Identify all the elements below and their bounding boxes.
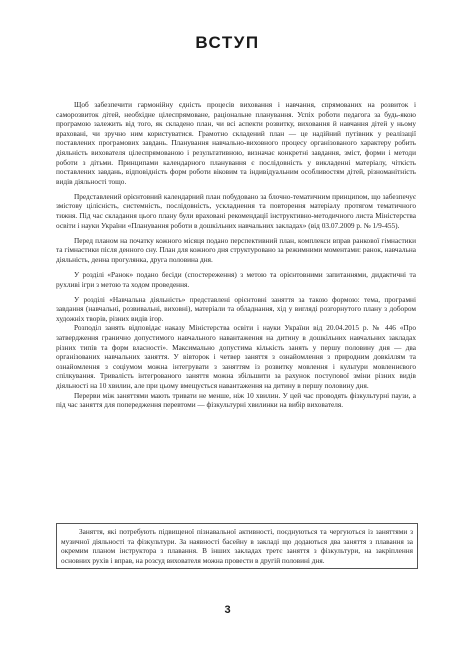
paragraph-learning-section: У розділі «Навчальна діяльність» представлені орієнтовні заняття за такою формою: тема, програмні завдання (навчальні, розвивальні, виховні), матеріали та обладнання, хід у вигляді розгорнутого плану з добором художніх творів, різних видів ігор. — [56, 294, 416, 323]
paragraph-month-plan: Перед планом на початку кожного місяця подано перспективний план, комплекси вправ ранкової гімнастики та гімнастики після денного сну. План для кожного дня структуровано за режимними моментами: ранок, навчальна діяльність, денна прогулянка, друга половина дня. — [56, 235, 416, 264]
page-title: ВСТУП — [195, 33, 260, 52]
body-text — [56, 100, 416, 410]
paragraph-intro: Щоб забезпечити гармонійну єдність процесів виховання і навчання, спрямованих на розвиток і саморозвиток дітей, необхідне цілеспрямоване, раціональне планування. Успіх роботи педагога за будь-якою програмою залежить від того, як складено план, чи всі аспекти розвитку, виховання й навчання дітей у ньому враховані, чи зручно ним користуватися. Грамотно складений план — це надійний путівник у реалізації поставлених програмових завдань. Планування навчально-виховного процесу організованого характеру робить діяльність вихователя цілеспрямованою і результативною, визначає конкретні завдання, зміст, форми і методи роботи з дітьми. Принципами календарного планування є послідовність у викладенні матеріалу, чіткість поставлених завдань, відповідність форм роботи віковим та індивідуальним особливостям дітей, різноманітність видів діяльності тощо. — [56, 100, 416, 186]
paragraph-schedule: Розподіл занять відповідає наказу Міністерства освіти і науки України від 20.04.2015 р. № 446 «Про затвердження гранично допустимого навчального навантаження на дитину в дошкільних навчальних закладах різних типів та форм власності». Максимально допустима кількість занять у першу половину дня — два організованих навчальних заняття. У вівторок і четвер заняття з ознайомлення з природним довкіллям та ознайомлення з соціумом можна інтегрувати з заняттям із розвитку мовлення і культури мовленнєвого спілкування. Тривалість інтегрованого заняття можна збільшити за рахунок поступової зміни різних видів діяльності на 10 хвилин, але при цьому вмещується навантаження на дитину в першу половину дня. — [56, 323, 416, 391]
boxed-note — [56, 523, 418, 569]
paragraph-morning-section: У розділі «Ранок» подано бесіди (спостереження) з метою та орієнтовними запитаннями, дидактичні та рухливі ігри з метою та ходом проведення. — [56, 270, 416, 289]
page-number: 3 — [224, 604, 231, 616]
paragraph-calendar-plan: Представлений орієнтовний календарний план побудовано за блочно-тематичним принципом, що забезпечує змістову цілісність, системність, послідовність, ускладнення та повторення матеріалу протягом тематичного тижня. Під час складання цього плану були враховані рекомендації інструктивно-методичного листа Міністерства освіти і науки України «Планування роботи в дошкільних навчальних закладах» (від 03.07.2009 р. № 1/9-455). — [56, 191, 416, 230]
boxed-paragraph: Заняття, які потребують підвищеної пізнавальної активності, поєднуються та чергуються із заняттями з музичної діяльності та фізкультури. За наявності басейну в закладі що додаються два заняття з плавання за окремим планом інструктора з плавання. В інших закладах третє заняття з фізкультури, на закріплення основних рухів і вправ, на розсуд вихователя можна провести в другій половині дня. — [61, 527, 413, 565]
paragraph-breaks: Перерви між заняттями мають тривати не менше, ніж 10 хвилин. У цей час проводять фізкультурні паузи, а під час заняття для попередження перевтоми — фізкультурні хвилинки на вибір вихователя. — [56, 390, 416, 410]
